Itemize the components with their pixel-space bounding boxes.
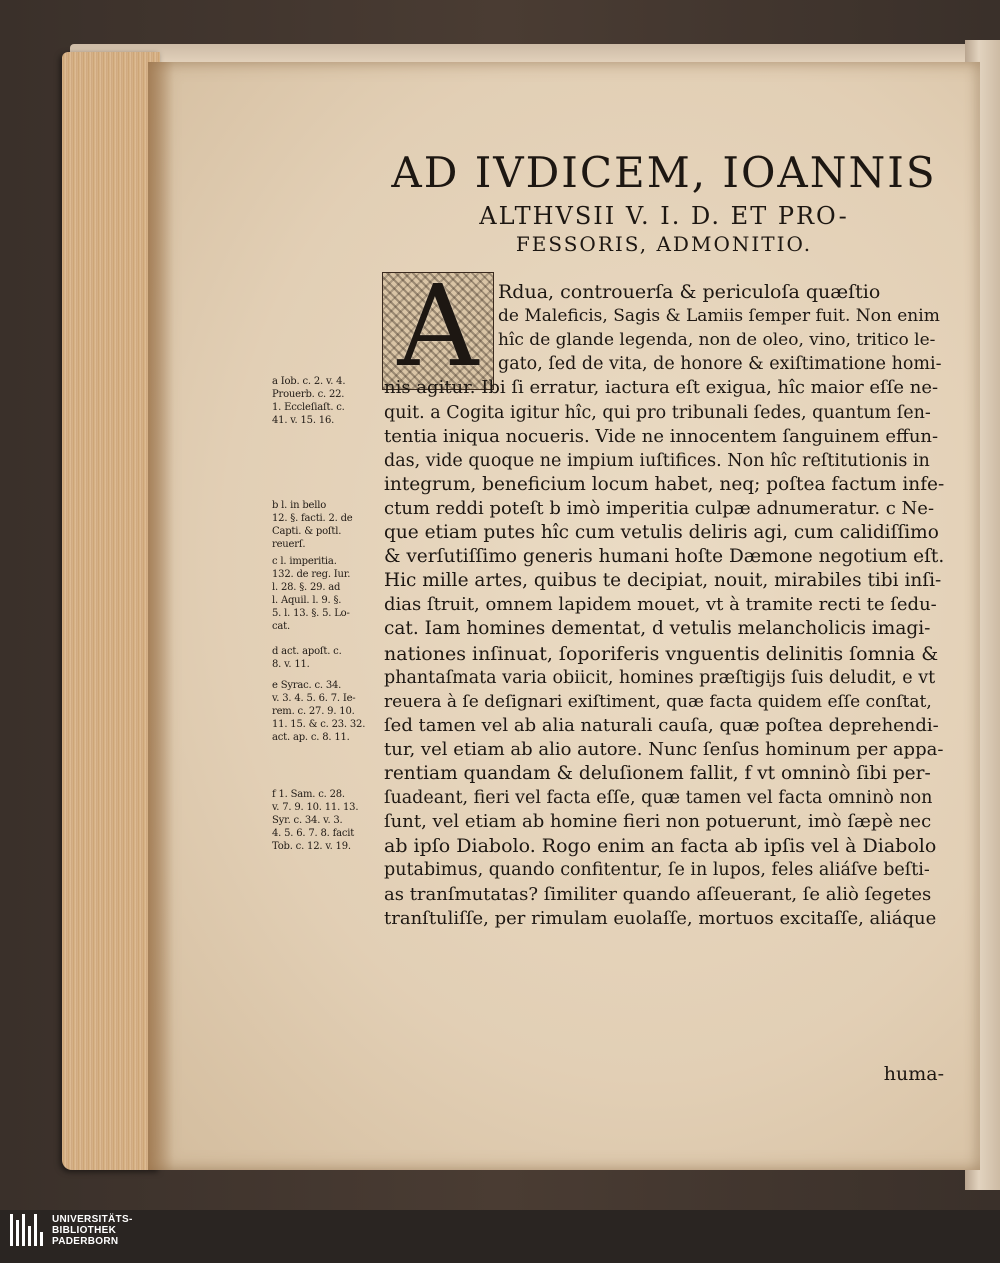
margin-note: cat. <box>272 621 290 632</box>
library-logo-line3: PADERBORN <box>52 1236 119 1247</box>
book-page <box>148 62 980 1170</box>
margin-note: a Iob. c. 2. v. 4. <box>272 376 346 387</box>
margin-note: Capti. & poſtl. <box>272 526 342 537</box>
body-line: ſunt, vel etiam ab homine fieri non potuerunt, imò ſæpè nec <box>384 811 932 833</box>
body-line: ſuadeant, fieri vel facta eſſe, quæ tamen vel facta omninò non <box>384 788 933 809</box>
margin-note: l. 28. §. 29. ad <box>272 582 341 593</box>
body-line: nationes inſinuat, ſoporiferis vnguentis delinitis ſomnia & <box>384 642 939 665</box>
page-title: AD IVDICEM, IOANNIS <box>391 148 937 197</box>
page-subtitle: ALTHVSII V. I. D. ET PRO- <box>479 202 849 230</box>
body-line: tranſtuliſſe, per rimulam euolaſſe, mortuos excitaſſe, aliáque <box>384 907 937 929</box>
body-line: Hic mille artes, quibus te decipiat, nouit, mirabiles tibi inſi- <box>384 570 942 592</box>
page-subtitle-continued: FESSORIS, ADMONITIO. <box>515 232 813 256</box>
margin-note: v. 7. 9. 10. 11. 13. <box>272 802 359 813</box>
margin-note: 132. de reg. Iur. <box>272 569 351 580</box>
library-logo-line1: UNIVERSITÄTS- <box>52 1214 133 1225</box>
margin-note: d act. apoſt. c. <box>272 646 342 657</box>
body-line: ctum reddi poteſt b imò imperitia culpæ adnumeratur. c Ne- <box>384 497 935 519</box>
body-line: nis agitur. Ibi ſi erratur, iactura eſt exigua, hîc maior eſſe ne- <box>384 377 939 399</box>
body-line: reuera à ſe deſignari exiſtiment, quæ facta quidem eſſe conſtat, <box>384 691 932 712</box>
margin-note: 41. v. 15. 16. <box>272 415 335 426</box>
library-logo-line2: BIBLIOTHEK <box>52 1225 117 1236</box>
margin-note: 5. l. 13. §. 5. Lo- <box>272 608 350 619</box>
body-line: ſed tamen vel ab alia naturali cauſa, quæ poſtea deprehendi- <box>384 714 939 736</box>
margin-note: c l. imperitia. <box>272 556 337 567</box>
library-footer <box>0 1210 1000 1263</box>
margin-note: rem. c. 27. 9. 10. <box>272 706 355 717</box>
margin-note: reuerſ. <box>272 539 306 550</box>
margin-note: e Syrac. c. 34. <box>272 680 342 691</box>
margin-note: Syr. c. 34. v. 3. <box>272 815 343 826</box>
decorated-initial-letter: A <box>397 272 479 390</box>
body-line: cat. Iam homines dementat, d vetulis melancholicis imagi- <box>384 618 931 640</box>
margin-note: 12. §. facti. 2. de <box>272 513 353 524</box>
body-line: dias ſtruit, omnem lapidem mouet, vt à tramite recti te ſedu- <box>384 594 937 616</box>
margin-note: 4. 5. 6. 7. 8. facit <box>272 828 355 839</box>
margin-note: 1. Eccleſiaſt. c. <box>272 402 345 413</box>
body-line: de Maleficis, Sagis & Lamiis ſemper fuit. Non enim <box>498 306 940 327</box>
body-line: & verſutiſſimo generis humani hoſte Dæmone negotium eſt. <box>384 546 945 568</box>
body-line: rentiam quandam & deluſionem fallit, f vt omninò ſibi per- <box>384 763 931 784</box>
margin-note: b l. in bello <box>272 500 327 511</box>
body-line: as tranſmutatas? ſimiliter quando aſſeuerant, ſe aliò ſegetes <box>384 883 932 905</box>
margin-note: f 1. Sam. c. 28. <box>272 789 345 800</box>
margin-note: v. 3. 4. 5. 6. 7. Ie- <box>272 693 356 704</box>
body-line: hîc de glande legenda, non de oleo, vino, tritico le- <box>498 330 936 351</box>
body-line: integrum, beneficium locum habet, neq; poſtea factum infe- <box>384 473 945 495</box>
margin-note: Prouerb. c. 22. <box>272 389 345 400</box>
body-line: das, vide quoque ne impium iuſtifices. Non hîc reſtitutionis in <box>384 450 930 471</box>
margin-note: 8. v. 11. <box>272 659 310 670</box>
body-line: Rdua, controuerſa & periculoſa quæſtio <box>498 281 881 303</box>
library-logo-icon <box>10 1214 46 1246</box>
margin-note: Tob. c. 12. v. 19. <box>272 841 351 852</box>
body-line: gato, ſed de vita, de honore & exiſtimatione homi- <box>498 354 942 375</box>
body-line: tur, vel etiam ab alio autore. Nunc ſenſus hominum per appa- <box>384 738 944 760</box>
catchword: huma- <box>883 1063 944 1085</box>
book-fore-edge <box>62 52 160 1170</box>
body-line: tentia iniqua nocueris. Vide ne innocentem ſanguinem effun- <box>384 425 939 447</box>
page-gutter-shadow <box>148 62 174 1170</box>
margin-note: l. Aquil. l. 9. §. <box>272 595 342 606</box>
body-line: ab ipſo Diabolo. Rogo enim an facta ab ipſis vel à Diabolo <box>384 835 937 858</box>
library-logo-text <box>52 1214 133 1247</box>
body-line: que etiam putes hîc cum vetulis deliris agi, cum calidiſſimo <box>384 522 939 543</box>
body-line: quit. a Cogita igitur hîc, qui pro tribunali ſedes, quantum ſen- <box>384 402 931 423</box>
decorated-initial <box>382 272 494 390</box>
margin-note: act. ap. c. 8. 11. <box>272 732 350 743</box>
body-line: phantaſmata varia obiicit, homines præſtigijs ſuis deludit, e vt <box>384 667 936 688</box>
body-line: putabimus, quando confitentur, ſe in lupos, feles aliáſve beſti- <box>384 860 930 881</box>
margin-note: 11. 15. & c. 23. 32. <box>272 719 366 730</box>
